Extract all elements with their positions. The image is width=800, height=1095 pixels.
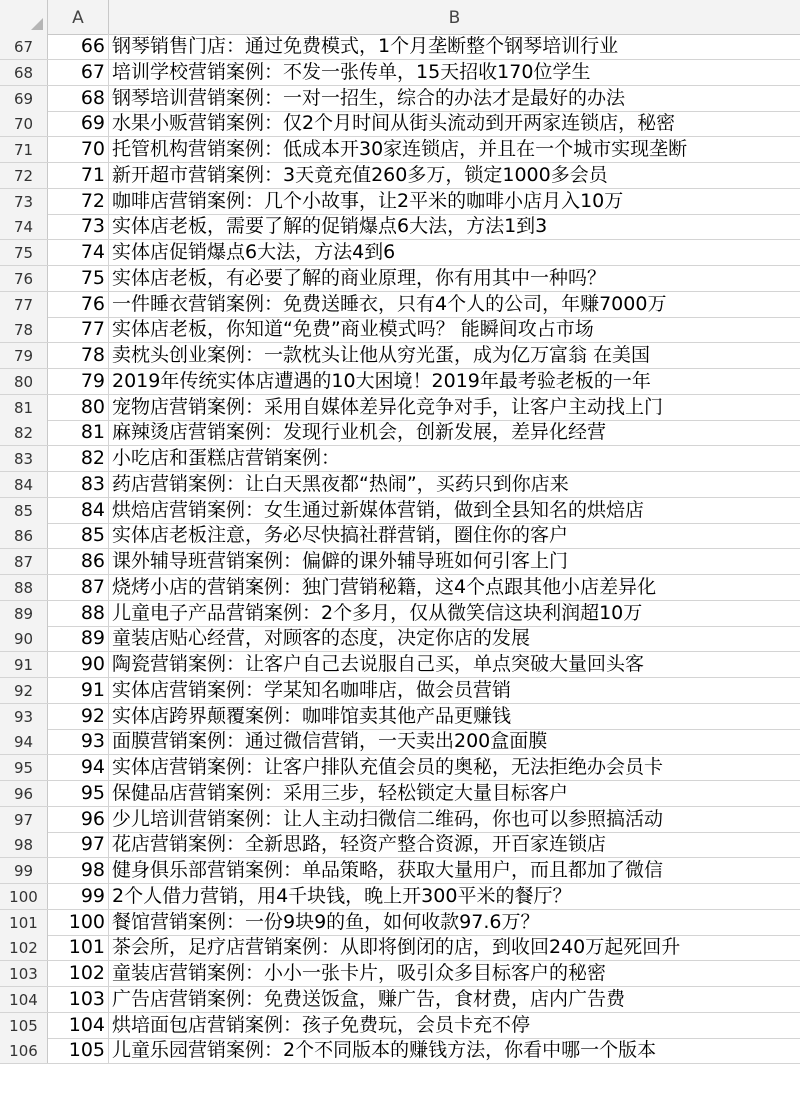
cell-b[interactable]: 儿童乐园营销案例：2个不同版本的赚钱方法，你看中哪一个版本 — [112, 1039, 657, 1062]
cell-b[interactable]: 健身俱乐部营销案例：单品策略，获取大量用户，而且都加了微信 — [112, 859, 664, 881]
cell-a[interactable]: 78 — [48, 343, 109, 368]
cell-a[interactable]: 89 — [48, 626, 109, 651]
cell-b[interactable]: 实体店老板，你知道“免费”商业模式吗？ 能瞬间攻占市场 — [112, 318, 594, 341]
cell-a[interactable]: 76 — [48, 292, 109, 317]
table-row — [0, 86, 800, 112]
table-row — [0, 240, 800, 266]
row-number[interactable]: 70 — [0, 111, 48, 136]
cell-b[interactable]: 童装店营销案例：小小一张卡片，吸引众多目标客户的秘密 — [112, 962, 607, 984]
cell-a[interactable]: 88 — [48, 601, 109, 626]
table-row — [0, 420, 800, 446]
row-number[interactable]: 99 — [0, 858, 48, 883]
row-number[interactable]: 76 — [0, 266, 48, 291]
row-number[interactable]: 79 — [0, 343, 48, 368]
cell-a[interactable]: 94 — [48, 755, 109, 780]
row-number[interactable]: 88 — [0, 575, 48, 600]
row-number[interactable]: 84 — [0, 472, 48, 497]
cell-b[interactable]: 钢琴销售门店：通过免费模式，1个月垄断整个钢琴培训行业 — [112, 35, 619, 57]
table-row — [0, 935, 800, 961]
table-row — [0, 678, 800, 704]
cell-b[interactable]: 小吃店和蛋糕店营销案例： — [112, 447, 341, 469]
cell-b[interactable]: 花店营销案例：全新思路，轻资产整合资源，开百家连锁店 — [112, 833, 607, 856]
row-number[interactable]: 73 — [0, 189, 48, 214]
row-number[interactable]: 95 — [0, 755, 48, 780]
table-row — [0, 395, 800, 421]
cell-b[interactable]: 课外辅导班营销案例：偏僻的课外辅导班如何引客上门 — [112, 550, 569, 572]
row-number[interactable]: 80 — [0, 369, 48, 394]
cell-b[interactable]: 水果小贩营销案例：仅2个月时间从街头流动到开两家连锁店，秘密 — [112, 112, 676, 135]
cell-b[interactable]: 药店营销案例：让白天黑夜都“热闹”，买药只到你店来 — [112, 472, 569, 495]
row-number[interactable]: 103 — [0, 961, 48, 986]
row-number[interactable]: 106 — [0, 1038, 48, 1063]
row-number[interactable]: 91 — [0, 652, 48, 677]
table-row — [0, 807, 800, 833]
table-row — [0, 369, 800, 395]
row-number[interactable]: 78 — [0, 317, 48, 342]
cell-b[interactable]: 麻辣烫店营销案例：发现行业机会，创新发展，差异化经营 — [112, 421, 607, 444]
table-row — [0, 987, 800, 1013]
cell-b[interactable]: 餐馆营销案例：一份9块9的鱼，如何收款97.6万？ — [112, 910, 540, 933]
cell-b[interactable]: 实体店老板注意，务必尽快搞社群营销，圈住你的客户 — [112, 524, 569, 547]
cell-b[interactable]: 宠物店营销案例：采用自媒体差异化竞争对手，让客户主动找上门 — [112, 395, 664, 418]
table-row — [0, 472, 800, 498]
row-number[interactable]: 77 — [0, 292, 48, 317]
row-number[interactable]: 96 — [0, 781, 48, 806]
table-row — [0, 832, 800, 858]
cell-b[interactable]: 钢琴培训营销案例：一对一招生，综合的办法才是最好的办法 — [112, 86, 626, 109]
cell-a[interactable]: 101 — [48, 935, 109, 960]
cell-b[interactable]: 一件睡衣营销案例：免费送睡衣，只有4个人的公司，年赚7000万 — [112, 292, 667, 315]
cell-b[interactable]: 培训学校营销案例：不发一张传单，15天招收170位学生 — [112, 60, 591, 83]
cell-b[interactable]: 实体店营销案例：学某知名咖啡店，做会员营销 — [112, 678, 512, 701]
row-number[interactable]: 97 — [0, 807, 48, 832]
cell-a[interactable]: 91 — [48, 678, 109, 703]
row-number[interactable]: 102 — [0, 935, 48, 960]
cell-a[interactable]: 72 — [48, 189, 109, 214]
cell-a[interactable]: 105 — [48, 1038, 109, 1063]
table-row — [0, 111, 800, 137]
cell-a[interactable]: 75 — [48, 266, 109, 291]
cell-b[interactable]: 儿童电子产品营销案例：2个多月，仅从微笑信这块利润超10万 — [112, 601, 643, 624]
cell-a[interactable]: 67 — [48, 60, 109, 85]
row-number[interactable]: 74 — [0, 214, 48, 239]
cell-b[interactable]: 少儿培训营销案例：让人主动扫微信二维码，你也可以参照搞活动 — [112, 807, 664, 830]
row-number[interactable]: 89 — [0, 601, 48, 626]
cell-b[interactable]: 面膜营销案例：通过微信营销，一天卖出200盒面膜 — [112, 730, 548, 753]
row-number[interactable]: 75 — [0, 240, 48, 265]
table-row — [0, 858, 800, 884]
row-number[interactable]: 86 — [0, 523, 48, 548]
cell-a[interactable]: 79 — [48, 369, 109, 394]
cell-a[interactable]: 70 — [48, 137, 109, 162]
cell-b[interactable]: 实体店促销爆点6大法，方法4到6 — [112, 241, 396, 263]
cell-a[interactable]: 68 — [48, 86, 109, 111]
row-number[interactable]: 93 — [0, 704, 48, 729]
table-row — [0, 446, 800, 472]
table-row — [0, 961, 800, 987]
cell-b[interactable]: 2个人借力营销，用4千块钱，晚上开300平米的餐厅？ — [112, 884, 572, 907]
table-row — [0, 523, 800, 549]
cell-a[interactable]: 102 — [48, 961, 109, 986]
row-number[interactable]: 72 — [0, 163, 48, 188]
cell-a[interactable]: 104 — [48, 1013, 109, 1038]
row-number[interactable]: 100 — [0, 884, 48, 909]
cell-b[interactable]: 烘培面包店营销案例：孩子免费玩，会员卡充不停 — [112, 1013, 531, 1036]
cell-a[interactable]: 74 — [48, 240, 109, 265]
cell-b[interactable]: 新开超市营销案例：3天竟充值260多万，锁定1000多会员 — [112, 163, 608, 186]
cell-b[interactable]: 实体店老板，需要了解的促销爆点6大法，方法1到3 — [112, 215, 548, 238]
table-row — [0, 781, 800, 807]
row-number[interactable]: 67 — [0, 34, 48, 59]
cell-a[interactable]: 80 — [48, 395, 109, 420]
cell-a[interactable]: 90 — [48, 652, 109, 677]
cell-b[interactable]: 保健品店营销案例：采用三步，轻松锁定大量目标客户 — [112, 781, 569, 804]
table-row — [0, 704, 800, 730]
table-row — [0, 137, 800, 163]
select-all-icon — [31, 18, 43, 30]
cell-a[interactable]: 85 — [48, 523, 109, 548]
table-row — [0, 549, 800, 575]
cell-b[interactable]: 茶会所，足疗店营销案例：从即将倒闭的店，到收回240万起死回升 — [112, 936, 681, 959]
table-row — [0, 755, 800, 781]
table-row — [0, 214, 800, 240]
table-row — [0, 34, 800, 60]
cell-a[interactable]: 81 — [48, 420, 109, 445]
table-row — [0, 910, 800, 936]
cell-a[interactable]: 86 — [48, 549, 109, 574]
row-number[interactable]: 82 — [0, 420, 48, 445]
cell-b[interactable]: 烧烤小店的营销案例：独门营销秘籍，这4个点跟其他小店差异化 — [112, 575, 657, 598]
cell-a[interactable]: 95 — [48, 781, 109, 806]
cell-a[interactable]: 100 — [48, 910, 109, 935]
row-number[interactable]: 69 — [0, 86, 48, 111]
cell-a[interactable]: 69 — [48, 111, 109, 136]
cell-a[interactable]: 97 — [48, 832, 109, 857]
row-number[interactable]: 98 — [0, 832, 48, 857]
row-number[interactable]: 94 — [0, 729, 48, 754]
table-row — [0, 652, 800, 678]
table-row — [0, 626, 800, 652]
cell-a[interactable]: 103 — [48, 987, 109, 1012]
table-row — [0, 884, 800, 910]
cell-a[interactable]: 83 — [48, 472, 109, 497]
cell-b[interactable]: 实体店老板，有必要了解的商业原理，你有用其中一种吗？ — [112, 266, 607, 289]
table-row — [0, 343, 800, 369]
cell-b[interactable]: 托管机构营销案例：低成本开30家连锁店，并且在一个城市实现垄断 — [112, 138, 688, 160]
row-number[interactable]: 92 — [0, 678, 48, 703]
row-number[interactable]: 105 — [0, 1013, 48, 1038]
cell-b[interactable]: 实体店跨界颠覆案例：咖啡馆卖其他产品更赚钱 — [112, 704, 512, 727]
cell-a[interactable]: 82 — [48, 446, 109, 471]
row-number[interactable]: 90 — [0, 626, 48, 651]
table-row — [0, 317, 800, 343]
cell-a[interactable]: 92 — [48, 704, 109, 729]
cell-b[interactable]: 童装店贴心经营，对顾客的态度，决定你店的发展 — [112, 627, 531, 650]
table-row — [0, 189, 800, 215]
row-number[interactable]: 101 — [0, 910, 48, 935]
cell-b[interactable]: 实体店营销案例：让客户排队充值会员的奥秘，无法拒绝办会员卡 — [112, 756, 664, 778]
cell-b[interactable]: 烘焙店营销案例：女生通过新媒体营销，做到全县知名的烘焙店 — [112, 498, 645, 521]
cell-b[interactable]: 卖枕头创业案例：一款枕头让他从穷光蛋，成为亿万富翁 在美国 — [112, 344, 651, 366]
cell-a[interactable]: 77 — [48, 317, 109, 342]
table-row — [0, 575, 800, 601]
row-number[interactable]: 81 — [0, 395, 48, 420]
table-row — [0, 292, 800, 318]
table-row — [0, 601, 800, 627]
cell-a[interactable]: 98 — [48, 858, 109, 883]
table-row — [0, 1013, 800, 1039]
table-row — [0, 1038, 800, 1064]
table-row — [0, 729, 800, 755]
cell-a[interactable]: 87 — [48, 575, 109, 600]
cell-a[interactable]: 71 — [48, 163, 109, 188]
table-row — [0, 60, 800, 86]
cell-b[interactable]: 咖啡店营销案例：几个小故事，让2平米的咖啡小店月入10万 — [112, 189, 624, 212]
column-header-b[interactable]: B — [448, 8, 461, 28]
table-row — [0, 498, 800, 524]
row-number[interactable]: 87 — [0, 549, 48, 574]
cell-b[interactable]: 2019年传统实体店遭遇的10大困境！2019年最考验老板的一年 — [112, 369, 651, 392]
cell-a[interactable]: 66 — [48, 34, 109, 59]
select-all-button[interactable] — [0, 0, 48, 34]
column-header-a[interactable]: A — [48, 0, 109, 34]
cell-b[interactable]: 陶瓷营销案例：让客户自己去说服自己买，单点突破大量回头客 — [112, 653, 645, 675]
table-row — [0, 266, 800, 292]
row-number[interactable]: 83 — [0, 446, 48, 471]
column-header-bar — [0, 0, 800, 35]
cell-a[interactable]: 96 — [48, 807, 109, 832]
cell-a[interactable]: 84 — [48, 498, 109, 523]
cell-a[interactable]: 93 — [48, 729, 109, 754]
row-number[interactable]: 68 — [0, 60, 48, 85]
cell-a[interactable]: 73 — [48, 214, 109, 239]
cell-a[interactable]: 99 — [48, 884, 109, 909]
row-number[interactable]: 104 — [0, 987, 48, 1012]
row-number[interactable]: 71 — [0, 137, 48, 162]
cell-b[interactable]: 广告店营销案例：免费送饭盒，赚广告，食材费，店内广告费 — [112, 987, 626, 1010]
table-row — [0, 163, 800, 189]
row-number[interactable]: 85 — [0, 498, 48, 523]
